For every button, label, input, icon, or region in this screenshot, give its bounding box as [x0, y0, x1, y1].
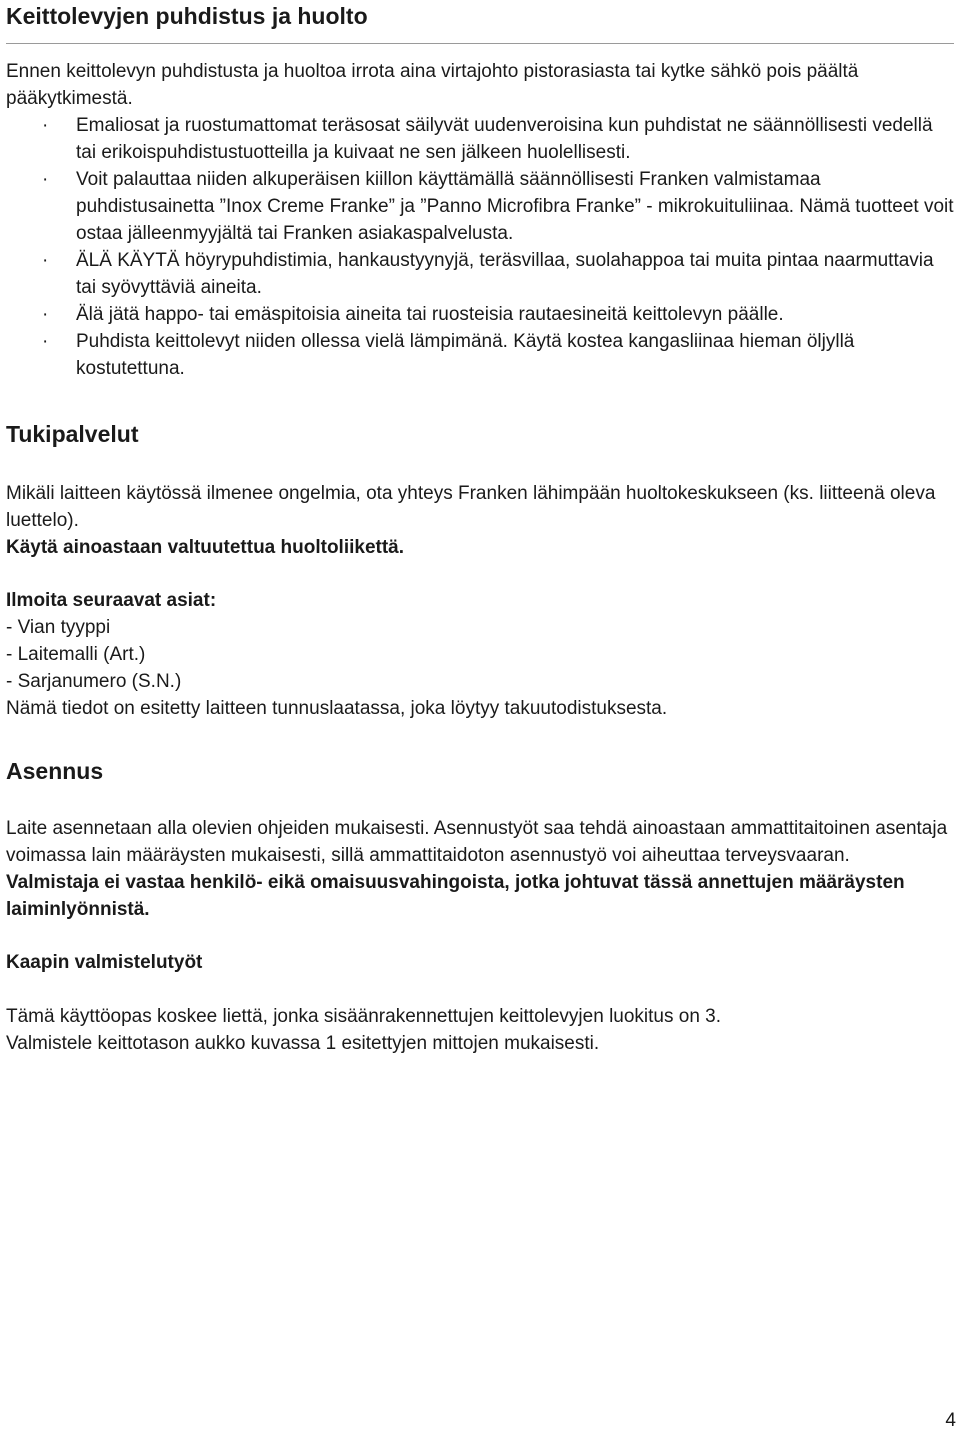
page-number: 4	[945, 1410, 956, 1431]
list-item-text: ÄLÄ KÄYTÄ höyrypuhdistimia, hankaustyynyjä, teräsvillaa, suolahappoa tai muita pintaa naarmuttavia tai syövyttäviä aineita.	[76, 250, 934, 298]
bullet-marker: ·	[42, 331, 49, 352]
cleaning-intro: Ennen keittolevyn puhdistusta ja huoltoa irrota aina virtajohto pistorasiasta tai kytke sähkö pois päältä pääkytkimestä.	[6, 61, 859, 109]
installation-warning: Valmistaja ei vastaa henkilö- eikä omaisuusvahingoista, jotka johtuvat tässä annettujen määräysten laiminlyönnistä.	[6, 872, 905, 920]
cabinet-heading: Kaapin valmistelutyöt	[6, 952, 203, 973]
list-item	[6, 166, 954, 247]
report-note: Nämä tiedot on esitetty laitteen tunnuslaatassa, joka löytyy takuutodistuksesta.	[6, 698, 668, 719]
support-heading: Tukipalvelut	[6, 421, 139, 447]
report-heading: Ilmoita seuraavat asiat:	[6, 590, 217, 611]
support-warning: Käytä ainoastaan valtuutettua huoltoliikettä.	[6, 537, 405, 558]
list-item-text: Älä jätä happo- tai emäspitoisia aineita tai ruosteisia rautaesineitä keittolevyn päälle.	[76, 304, 784, 325]
list-item-text: Emaliosat ja ruostumattomat teräsosat säilyvät uudenveroisina kun puhdistat ne säännöllisesti vedellä tai erikoispuhdistustuotteilla ja kuivaat ne sen jälkeen huolellisesti.	[76, 115, 933, 163]
list-item-text: Voit palauttaa niiden alkuperäisen kiillon käyttämällä säännöllisesti Franken valmistamaa puhdistusainetta ”Inox Creme Franke” ja ”Panno Microfibra Franke” - mikrokuituliinaa. Nämä tuotteet voit ostaa jälleenmyyjältä tai Franken asiakaspalvelusta.	[76, 169, 954, 244]
bullet-marker: ·	[42, 304, 49, 325]
installation-heading: Asennus	[6, 758, 104, 784]
cabinet-text: Tämä käyttöopas koskee liettä, jonka sisäänrakennettujen keittolevyjen luokitus on 3.	[6, 1006, 722, 1027]
bullet-marker: ·	[42, 250, 49, 271]
list-item	[6, 301, 954, 328]
cleaning-list	[6, 112, 954, 382]
document-page	[6, 0, 954, 1057]
report-item: - Laitemalli (Art.)	[6, 644, 146, 665]
bullet-marker: ·	[42, 115, 49, 136]
page-title: Keittolevyjen puhdistus ja huolto	[6, 3, 368, 29]
list-item	[6, 328, 954, 382]
installation-text: Laite asennetaan alla olevien ohjeiden mukaisesti. Asennustyöt saa tehdä ainoastaan ammattitaitoinen asentaja voimassa lain määräysten mukaisesti, sillä ammattitaidoton asennustyö voi aiheuttaa terveysvaaran.	[6, 818, 948, 866]
title-divider	[6, 43, 954, 44]
list-item	[6, 112, 954, 166]
report-item: - Vian tyyppi	[6, 617, 111, 638]
cabinet-text: Valmistele keittotason aukko kuvassa 1 esitettyjen mittojen mukaisesti.	[6, 1033, 600, 1054]
support-text: Mikäli laitteen käytössä ilmenee ongelmia, ota yhteys Franken lähimpään huoltokeskukseen (ks. liitteenä oleva luettelo).	[6, 483, 936, 531]
list-item	[6, 247, 954, 301]
list-item-text: Puhdista keittolevyt niiden ollessa vielä lämpimänä. Käytä kostea kangasliinaa hieman öljyllä kostutettuna.	[76, 331, 855, 379]
report-item: - Sarjanumero (S.N.)	[6, 671, 182, 692]
bullet-marker: ·	[42, 169, 49, 190]
